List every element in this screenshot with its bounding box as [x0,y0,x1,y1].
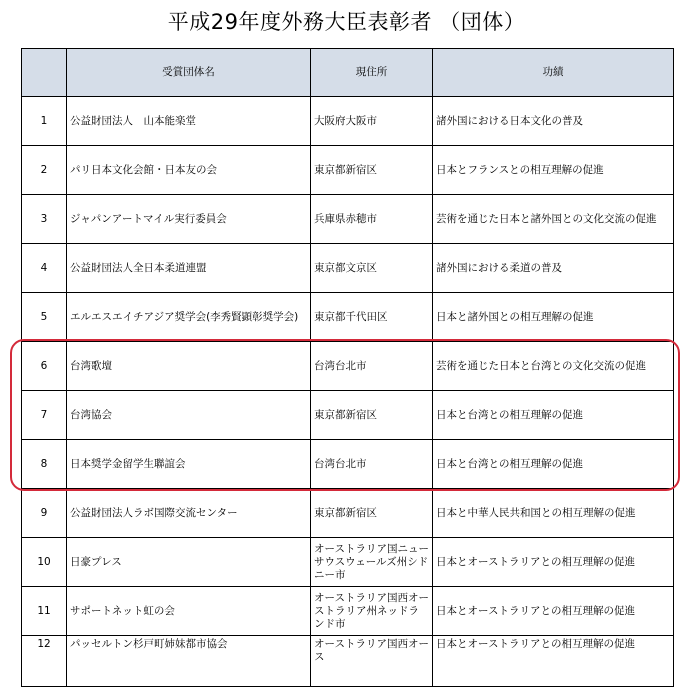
row-number: 12 [22,636,67,687]
table-row [22,440,674,489]
achievement: 日本とオーストラリアとの相互理解の促進 [433,636,674,687]
row-number: 3 [22,195,67,244]
achievement: 日本とオーストラリアとの相互理解の促進 [433,538,674,587]
organization-name: サポートネット虹の会 [67,587,311,636]
achievement: 日本と諸外国との相互理解の促進 [433,293,674,342]
organization-name: 日本奨学金留学生聯誼会 [67,440,311,489]
table-row [22,489,674,538]
row-number: 1 [22,97,67,146]
achievement: 日本と台湾との相互理解の促進 [433,440,674,489]
address: オーストラリア国西オース [311,636,433,687]
table-row [22,636,674,687]
awardees-table [21,48,674,687]
row-number: 5 [22,293,67,342]
table-row [22,97,674,146]
organization-name: 公益財団法人ラボ国際交流センター [67,489,311,538]
row-number: 10 [22,538,67,587]
header-address: 現住所 [311,49,433,97]
header-achievement: 功績 [433,49,674,97]
organization-name: 公益財団法人 山本能楽堂 [67,97,311,146]
achievement: 諸外国における日本文化の普及 [433,97,674,146]
table-row [22,538,674,587]
table-row [22,293,674,342]
table-row [22,587,674,636]
achievement: 日本とオーストラリアとの相互理解の促進 [433,587,674,636]
address: 台湾台北市 [311,342,433,391]
address: 東京都新宿区 [311,489,433,538]
achievement: 日本と台湾との相互理解の促進 [433,391,674,440]
organization-name: パッセルトン杉戸町姉妹都市協会 [67,636,311,687]
organization-name: パリ日本文化会館・日本友の会 [67,146,311,195]
organization-name: 台湾協会 [67,391,311,440]
address: 大阪府大阪市 [311,97,433,146]
address: 兵庫県赤穂市 [311,195,433,244]
table-header-row [22,49,674,97]
table-row [22,244,674,293]
achievement: 日本と中華人民共和国との相互理解の促進 [433,489,674,538]
organization-name: 台湾歌壇 [67,342,311,391]
organization-name: 公益財団法人全日本柔道連盟 [67,244,311,293]
row-number: 8 [22,440,67,489]
address: 東京都文京区 [311,244,433,293]
row-number: 7 [22,391,67,440]
row-number: 9 [22,489,67,538]
page-title: 平成29年度外務大臣表彰者 （団体） [167,10,526,34]
address: 東京都新宿区 [311,391,433,440]
table-row [22,195,674,244]
address: オーストラリア国西オーストラリア州ネッドランド市 [311,587,433,636]
address: 東京都千代田区 [311,293,433,342]
achievement: 諸外国における柔道の普及 [433,244,674,293]
header-organization-name: 受賞団体名 [67,49,311,97]
row-number: 4 [22,244,67,293]
table-row [22,146,674,195]
organization-name: エルエスエイチアジア奨学会(李秀賢顕彰奨学会) [67,293,311,342]
header-number [22,49,67,97]
organization-name: 日豪プレス [67,538,311,587]
achievement: 芸術を通じた日本と台湾との文化交流の促進 [433,342,674,391]
organization-name: ジャパンアートマイル実行委員会 [67,195,311,244]
table-row [22,391,674,440]
row-number: 2 [22,146,67,195]
awardees-table-wrapper [21,48,674,687]
table-row [22,342,674,391]
row-number: 11 [22,587,67,636]
achievement: 日本とフランスとの相互理解の促進 [433,146,674,195]
row-number: 6 [22,342,67,391]
address: オーストラリア国ニューサウスウェールズ州シドニー市 [311,538,433,587]
achievement: 芸術を通じた日本と諸外国との文化交流の促進 [433,195,674,244]
address: 東京都新宿区 [311,146,433,195]
address: 台湾台北市 [311,440,433,489]
